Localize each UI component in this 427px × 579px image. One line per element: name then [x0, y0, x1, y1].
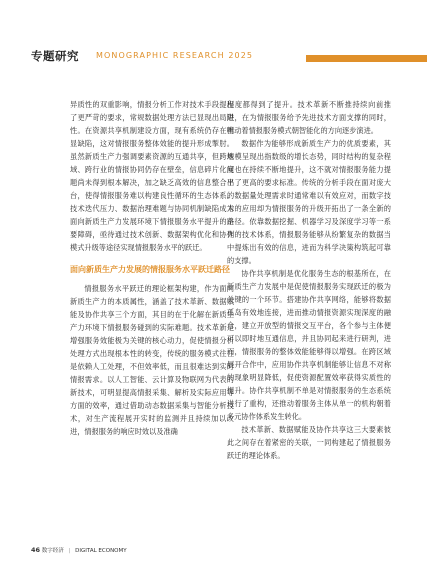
journal-name-en: DIGITAL ECONOMY — [75, 548, 127, 554]
page-number: 46 — [31, 546, 41, 554]
section-title: 专题研究 — [31, 49, 79, 63]
left-paragraph-2: 情报服务水平跃迁的理论框架构建，作为面向新质生产力的本质属性，涵盖了技术革新、数据赋能及协作共享三个方面，其目的在于化解在新质生产力环境下情报服务碰到的实际难题。技术革新是增强服务效能极为关键的核心动力，促使情报分析处理方式出现根本性的转变，传统的服务模式往往是依赖人工处理，不但效率低，而且很难达到实时情报需求。以人工智能、云计算及物联网为代表的新技术，可明显提高情报采集、解析及实际应用等方面的效率，通过借助动态数据采集与智能分析技术，对生产流程展开实时的监测并且持续加以改进，情报服务的响应时效以及准确 — [70, 284, 234, 436]
section-heading: 面向新质生产力发展的情报服务水平跃迁路径 — [70, 265, 230, 274]
right-paragraph-1: 程度都得到了提升。技术革新不断推持续向前推进，在为情报服务给予先进技术方面支撑的同时，推动着情报服务模式朝智能化的方向逐步演进。 — [227, 100, 391, 135]
right-paragraph-2: 数据作为能够形成新质生产力的优质要素，其规模呈现出指数级的增长态势，同时结构的复杂程度也在持续不断地提升，这不就对情报服务能力提出了更高的要求标准。传统的分析手段在面对庞大的数据量处理需求时通常难以有效应对，而数字技术的应用却为情报服务的升级开拓出了一条全新的路径。依靠数据挖掘、机器学习及深度学习等一系列的技术体系，情报服务能够从纷繁复杂的数据当中提炼出有效的信息，进而为科学决策构筑起可靠的支撑。 — [227, 139, 391, 265]
left-paragraph-1: 异质性的双重影响，情报分析工作对技术手段提出了更严苛的要求，常规数据处理方法已显现出局限性。在资源共享机制建设方面，现有系统仍存在明显缺陷，这对情报服务整体效能的提升形成掣肘。虽然新质生产力强调要素资源的互通共享，但跨地域、跨行业的情报协同仍存在壁垒，信息碎片化问题尚未得到根本解决，加之缺乏高效的信息整合平台，使得情报服务难以构建良性循环的生态体系。技术迭代压力、数据治理难题与协同机制缺陷成为面向新质生产力发展环境下情报服务水平提升的主要障碍，亟待通过技术创新、数据架构优化和协作模式升级等途径实现情报服务水平的跃迁。 — [70, 100, 234, 252]
left-column — [70, 98, 234, 438]
right-paragraph-3: 协作共享机制是优化服务生态的根基所在，在新质生产力发展中是促使情报服务实现跃迁的极为关键的一个环节。搭建协作共享网络，能够将数据孤岛有效地连接，进而推动情报资源实现深度的融合，建立开放型的情报交互平台，各个参与主体便可以即时地互通信息，并且协同起来进行研判，进而，情报服务的整体效能能够得以增强。在跨区域展开合作中，应用协作共享机制能够让信息不对称的现象明显降低，促使资源配置效率获得实质性的提升。协作共享机制不单是对情报服务的生态系统进行了重构，还推动着服务主体从单一的机构朝着多元协作体系发生转化。 — [227, 269, 391, 421]
right-paragraph-4: 技术革新、数据赋能及协作共享这三大要素彼此之间存在着紧密的关联，一同构建起了情报服务跃迁的理论体系。 — [227, 425, 391, 460]
page-footer — [31, 546, 127, 554]
footer-separator: | — [68, 548, 71, 554]
header-accent-bar — [306, 55, 427, 62]
right-column — [227, 98, 391, 462]
journal-name-cn: 数字经济 — [41, 548, 64, 554]
section-subtitle: MONOGRAPHIC RESEARCH 2025 — [96, 51, 254, 60]
